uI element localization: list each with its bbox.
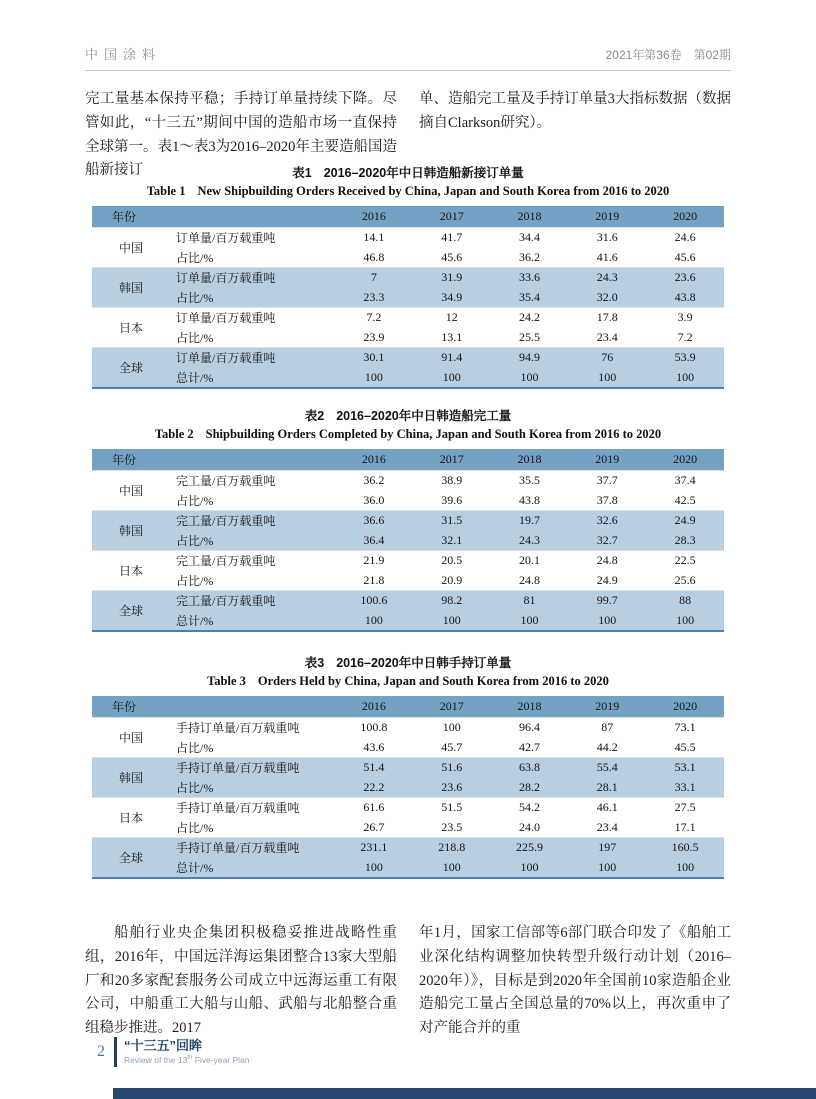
value-cell: 100 xyxy=(646,611,724,632)
table-row xyxy=(92,228,724,248)
table1-caption-en-label: Table 1 xyxy=(146,184,186,198)
indicator-cell: 订单量/百万载重吨 xyxy=(170,268,335,288)
country-cell: 日本 xyxy=(92,798,170,838)
table3-caption-en xyxy=(85,674,731,689)
value-cell: 100 xyxy=(335,858,413,879)
year-column-header: 2019 xyxy=(568,449,646,471)
value-cell: 32.7 xyxy=(568,531,646,551)
value-cell: 100 xyxy=(491,368,569,389)
value-cell: 24.9 xyxy=(596,572,618,587)
value-cell: 24.0 xyxy=(519,819,540,834)
indicator-cell: 占比/% xyxy=(176,493,214,508)
value-cell: 21.8 xyxy=(363,572,385,587)
value-cell: 33.6 xyxy=(491,268,569,288)
value-cell: 24.8 xyxy=(568,551,646,571)
table3-caption-zh xyxy=(85,653,731,671)
table1-caption-zh xyxy=(85,163,731,181)
indicator-cell: 完工量/百万载重吨 xyxy=(170,511,335,531)
year-column-header: 2019 xyxy=(568,206,646,228)
value-cell: 43.8 xyxy=(519,492,540,507)
indicator-cell: 订单量/百万载重吨 xyxy=(170,348,335,368)
indicator-cell: 占比/% xyxy=(176,250,214,265)
year-header-label: 年份 xyxy=(92,696,335,718)
journal-name: 中国涂料 xyxy=(85,47,162,62)
table2-caption-zh-title: 2016–2020年中日韩造船完工量 xyxy=(336,409,512,423)
indicator-cell: 占比/% xyxy=(170,531,335,551)
value-cell: 197 xyxy=(568,838,646,858)
bottom-accent-bar xyxy=(113,1088,816,1099)
value-cell: 160.5 xyxy=(646,838,724,858)
country-cell: 中国 xyxy=(92,471,170,511)
value-cell: 36.2 xyxy=(335,471,413,491)
value-cell: 12 xyxy=(413,308,491,328)
value-cell: 17.1 xyxy=(674,819,696,834)
table3-section xyxy=(85,653,731,879)
year-column-header: 2017 xyxy=(413,696,491,718)
value-cell: 27.5 xyxy=(646,798,724,818)
value-cell: 100.6 xyxy=(335,591,413,611)
year-column-header: 2018 xyxy=(491,696,569,718)
value-cell: 20.1 xyxy=(491,551,569,571)
table3-caption-zh-title: 2016–2020年中日韩手持订单量 xyxy=(336,656,512,670)
value-cell: 100 xyxy=(491,611,569,632)
indicator-cell: 手持订单量/百万载重吨 xyxy=(170,758,335,778)
country-cell: 全球 xyxy=(92,838,170,879)
value-cell: 38.9 xyxy=(413,471,491,491)
table-row xyxy=(92,328,724,348)
value-cell: 3.9 xyxy=(646,308,724,328)
value-cell: 100 xyxy=(646,858,724,879)
year-column-header: 2020 xyxy=(646,206,724,228)
value-cell: 17.8 xyxy=(568,308,646,328)
year-column-header: 2020 xyxy=(646,449,724,471)
value-cell: 28.3 xyxy=(646,531,724,551)
footer-section-en: Review of the 13th Five-year Plan xyxy=(124,1054,250,1065)
value-cell: 31.6 xyxy=(568,228,646,248)
table2-section xyxy=(85,406,731,632)
year-column-header: 2017 xyxy=(413,206,491,228)
country-cell: 韩国 xyxy=(92,758,170,798)
table2-caption-zh xyxy=(85,406,731,424)
table-row xyxy=(92,531,724,551)
value-cell: 43.6 xyxy=(363,739,385,754)
table-row xyxy=(92,798,724,818)
value-cell: 45.5 xyxy=(674,739,696,754)
value-cell: 51.4 xyxy=(335,758,413,778)
value-cell: 53.1 xyxy=(646,758,724,778)
table-row xyxy=(92,611,724,632)
value-cell: 35.5 xyxy=(491,471,569,491)
value-cell: 98.2 xyxy=(413,591,491,611)
value-cell: 100 xyxy=(335,368,413,389)
value-cell: 24.9 xyxy=(646,511,724,531)
country-cell: 日本 xyxy=(92,308,170,348)
value-cell: 24.8 xyxy=(519,572,540,587)
value-cell: 100 xyxy=(568,611,646,632)
value-cell: 23.6 xyxy=(646,268,724,288)
indicator-cell: 占比/% xyxy=(176,330,214,345)
value-cell: 23.3 xyxy=(335,288,413,308)
value-cell: 25.6 xyxy=(674,572,696,587)
value-cell: 51.5 xyxy=(413,798,491,818)
table1-caption-en xyxy=(85,184,731,199)
table-row xyxy=(92,348,724,368)
value-cell: 61.6 xyxy=(335,798,413,818)
value-cell: 28.2 xyxy=(491,778,569,798)
value-cell: 100 xyxy=(413,368,491,389)
indicator-cell: 完工量/百万载重吨 xyxy=(170,471,335,491)
table-row xyxy=(92,491,724,511)
value-cell: 24.3 xyxy=(568,268,646,288)
value-cell: 31.9 xyxy=(413,268,491,288)
value-cell: 100 xyxy=(646,368,724,389)
table3-caption-en-label: Table 3 xyxy=(207,674,246,688)
indicator-cell: 订单量/百万载重吨 xyxy=(170,228,335,248)
value-cell: 51.6 xyxy=(413,758,491,778)
value-cell: 100 xyxy=(568,858,646,879)
table-row xyxy=(92,858,724,879)
value-cell: 76 xyxy=(568,348,646,368)
table3-caption-en-title: Orders Held by China, Japan and South Korea from 2016 to 2020 xyxy=(257,674,609,688)
indicator-cell: 总计/% xyxy=(170,368,335,389)
country-cell: 日本 xyxy=(92,551,170,591)
value-cell: 23.9 xyxy=(363,329,385,344)
value-cell: 37.8 xyxy=(596,492,618,507)
value-cell: 39.6 xyxy=(441,492,463,507)
table1-caption-zh-label: 表1 xyxy=(292,166,312,180)
value-cell: 41.7 xyxy=(413,228,491,248)
value-cell: 30.1 xyxy=(335,348,413,368)
value-cell: 87 xyxy=(568,718,646,738)
value-cell: 33.1 xyxy=(646,778,724,798)
issue-info: 2021年第36卷 第02期 xyxy=(605,48,731,62)
country-cell: 韩国 xyxy=(92,511,170,551)
indicator-cell: 完工量/百万载重吨 xyxy=(170,591,335,611)
year-column-header: 2016 xyxy=(335,206,413,228)
value-cell: 231.1 xyxy=(335,838,413,858)
value-cell: 24.2 xyxy=(491,308,569,328)
value-cell: 53.9 xyxy=(646,348,724,368)
country-cell: 韩国 xyxy=(92,268,170,308)
running-head xyxy=(85,44,731,71)
table-row xyxy=(92,778,724,798)
footer-section xyxy=(124,1038,250,1066)
value-cell: 36.2 xyxy=(519,249,540,264)
year-column-header: 2016 xyxy=(335,449,413,471)
footer-section-zh: “十三五”回眸 xyxy=(124,1038,203,1054)
table-row xyxy=(92,368,724,389)
body-left-column: 船舶行业央企集团积极稳妥推进战略性重组，2016年，中国远洋海运集团整合13家大型船厂和20多家配套服务公司成立中远海运重工有限公司，中船重工大船与山船、武船与北船整合重组稳步推进。2017 xyxy=(85,925,397,1037)
indicator-cell: 占比/% xyxy=(176,573,214,588)
year-column-header: 2019 xyxy=(568,696,646,718)
value-cell: 100 xyxy=(491,858,569,879)
value-cell: 20.5 xyxy=(413,551,491,571)
table2-caption-en xyxy=(85,427,731,442)
value-cell: 37.4 xyxy=(646,471,724,491)
footer-divider xyxy=(114,1037,117,1067)
value-cell: 100 xyxy=(335,611,413,632)
value-cell: 99.7 xyxy=(568,591,646,611)
value-cell: 43.8 xyxy=(646,288,724,308)
value-cell: 21.9 xyxy=(335,551,413,571)
table-row xyxy=(92,551,724,571)
value-cell: 100 xyxy=(413,718,491,738)
indicator-cell: 总计/% xyxy=(170,611,335,632)
value-cell: 25.5 xyxy=(519,329,540,344)
year-header-label: 年份 xyxy=(92,449,335,471)
table2-caption-zh-label: 表2 xyxy=(304,409,325,423)
table-row xyxy=(92,571,724,591)
value-cell: 36.4 xyxy=(335,531,413,551)
value-cell: 45.6 xyxy=(441,249,463,264)
value-cell: 73.1 xyxy=(646,718,724,738)
value-cell: 81 xyxy=(491,591,569,611)
table-row xyxy=(92,838,724,858)
indicator-cell: 手持订单量/百万载重吨 xyxy=(170,718,335,738)
value-cell: 7.2 xyxy=(677,329,693,344)
value-cell: 54.2 xyxy=(491,798,569,818)
value-cell: 32.0 xyxy=(568,288,646,308)
value-cell: 20.9 xyxy=(441,572,463,587)
page-footer xyxy=(97,1037,250,1067)
year-column-header: 2018 xyxy=(491,449,569,471)
table2-caption-en-label: Table 2 xyxy=(154,427,194,441)
indicator-cell: 订单量/百万载重吨 xyxy=(170,308,335,328)
intro-right-column: 单、造船完工量及手持订单量3大指标数据（数据摘自Clarkson研究）。 xyxy=(419,91,731,131)
value-cell: 36.6 xyxy=(335,511,413,531)
value-cell: 46.8 xyxy=(363,249,385,264)
value-cell: 94.9 xyxy=(491,348,569,368)
value-cell: 88 xyxy=(646,591,724,611)
indicator-cell: 占比/% xyxy=(176,820,214,835)
value-cell: 36.0 xyxy=(363,492,385,507)
orders-held-table xyxy=(92,696,724,879)
value-cell: 14.1 xyxy=(335,228,413,248)
table-row xyxy=(92,591,724,611)
value-cell: 23.4 xyxy=(596,819,618,834)
value-cell: 42.5 xyxy=(674,492,696,507)
new-orders-table xyxy=(92,206,724,389)
table-row xyxy=(92,471,724,491)
table-header-row xyxy=(92,449,724,471)
value-cell: 218.8 xyxy=(413,838,491,858)
year-column-header: 2016 xyxy=(335,696,413,718)
year-header-label: 年份 xyxy=(92,206,335,228)
table1-section xyxy=(85,163,731,389)
indicator-cell: 手持订单量/百万载重吨 xyxy=(170,798,335,818)
value-cell: 32.1 xyxy=(413,531,491,551)
value-cell: 23.6 xyxy=(413,778,491,798)
value-cell: 34.4 xyxy=(491,228,569,248)
table-row xyxy=(92,818,724,838)
indicator-cell: 总计/% xyxy=(170,858,335,879)
value-cell: 22.5 xyxy=(646,551,724,571)
value-cell: 22.2 xyxy=(335,778,413,798)
table2-caption-en-title: Shipbuilding Orders Completed by China, Japan and South Korea from 2016 to 2020 xyxy=(205,427,662,441)
value-cell: 45.6 xyxy=(674,249,696,264)
indicator-cell: 手持订单量/百万载重吨 xyxy=(170,838,335,858)
value-cell: 44.2 xyxy=(596,739,618,754)
value-cell: 23.5 xyxy=(441,819,463,834)
value-cell: 45.7 xyxy=(441,739,463,754)
value-cell: 26.7 xyxy=(363,819,385,834)
table-row xyxy=(92,288,724,308)
value-cell: 28.1 xyxy=(568,778,646,798)
value-cell: 31.5 xyxy=(413,511,491,531)
table1-caption-zh-title: 2016–2020年中日韩造船新接订单量 xyxy=(323,166,524,180)
value-cell: 100.8 xyxy=(335,718,413,738)
value-cell: 63.8 xyxy=(491,758,569,778)
table-row xyxy=(92,511,724,531)
value-cell: 7 xyxy=(335,268,413,288)
table-row xyxy=(92,718,724,738)
year-column-header: 2020 xyxy=(646,696,724,718)
value-cell: 35.4 xyxy=(491,288,569,308)
table-row xyxy=(92,268,724,288)
year-column-header: 2018 xyxy=(491,206,569,228)
value-cell: 24.6 xyxy=(646,228,724,248)
value-cell: 42.7 xyxy=(519,739,540,754)
value-cell: 100 xyxy=(568,368,646,389)
body-right-column: 年1月，国家工信部等6部门联合印发了《船舶工业深化结构调整加快转型升级行动计划（2016–2020年）》，目标是到2020年全国前10家造船企业造船完工量占全国总量的70%以上，再次重申了对产能合并的重 xyxy=(419,925,731,1037)
indicator-cell: 占比/% xyxy=(170,288,335,308)
value-cell: 41.6 xyxy=(596,249,618,264)
value-cell: 96.4 xyxy=(491,718,569,738)
value-cell: 100 xyxy=(413,611,491,632)
country-cell: 全球 xyxy=(92,348,170,389)
value-cell: 46.1 xyxy=(568,798,646,818)
value-cell: 34.9 xyxy=(413,288,491,308)
body-text xyxy=(85,922,731,1041)
year-column-header: 2017 xyxy=(413,449,491,471)
indicator-cell: 占比/% xyxy=(176,740,214,755)
table-row xyxy=(92,308,724,328)
table-row xyxy=(92,248,724,268)
indicator-cell: 完工量/百万载重吨 xyxy=(170,551,335,571)
value-cell: 24.3 xyxy=(491,531,569,551)
completed-orders-table xyxy=(92,449,724,632)
value-cell: 23.4 xyxy=(596,329,618,344)
country-cell: 全球 xyxy=(92,591,170,632)
value-cell: 19.7 xyxy=(491,511,569,531)
value-cell: 91.4 xyxy=(413,348,491,368)
value-cell: 32.6 xyxy=(568,511,646,531)
value-cell: 225.9 xyxy=(491,838,569,858)
table-header-row xyxy=(92,206,724,228)
table1-caption-en-title: New Shipbuilding Orders Received by China, Japan and South Korea from 2016 to 2020 xyxy=(197,184,670,198)
table-header-row xyxy=(92,696,724,718)
value-cell: 55.4 xyxy=(568,758,646,778)
table3-caption-zh-label: 表3 xyxy=(304,656,325,670)
value-cell: 100 xyxy=(413,858,491,879)
indicator-cell: 占比/% xyxy=(170,778,335,798)
country-cell: 中国 xyxy=(92,228,170,268)
value-cell: 37.7 xyxy=(568,471,646,491)
value-cell: 7.2 xyxy=(335,308,413,328)
value-cell: 13.1 xyxy=(441,329,463,344)
country-cell: 中国 xyxy=(92,718,170,758)
page-number: 2 xyxy=(97,1043,105,1060)
table-row xyxy=(92,758,724,778)
intro-left-column: 完工量基本保持平稳；手持订单量持续下降。尽管如此，“十三五”期间中国的造船市场一直保持全球第一。表1～表3为2016–2020年主要造船国造船新接订 xyxy=(85,91,397,179)
table-row xyxy=(92,738,724,758)
